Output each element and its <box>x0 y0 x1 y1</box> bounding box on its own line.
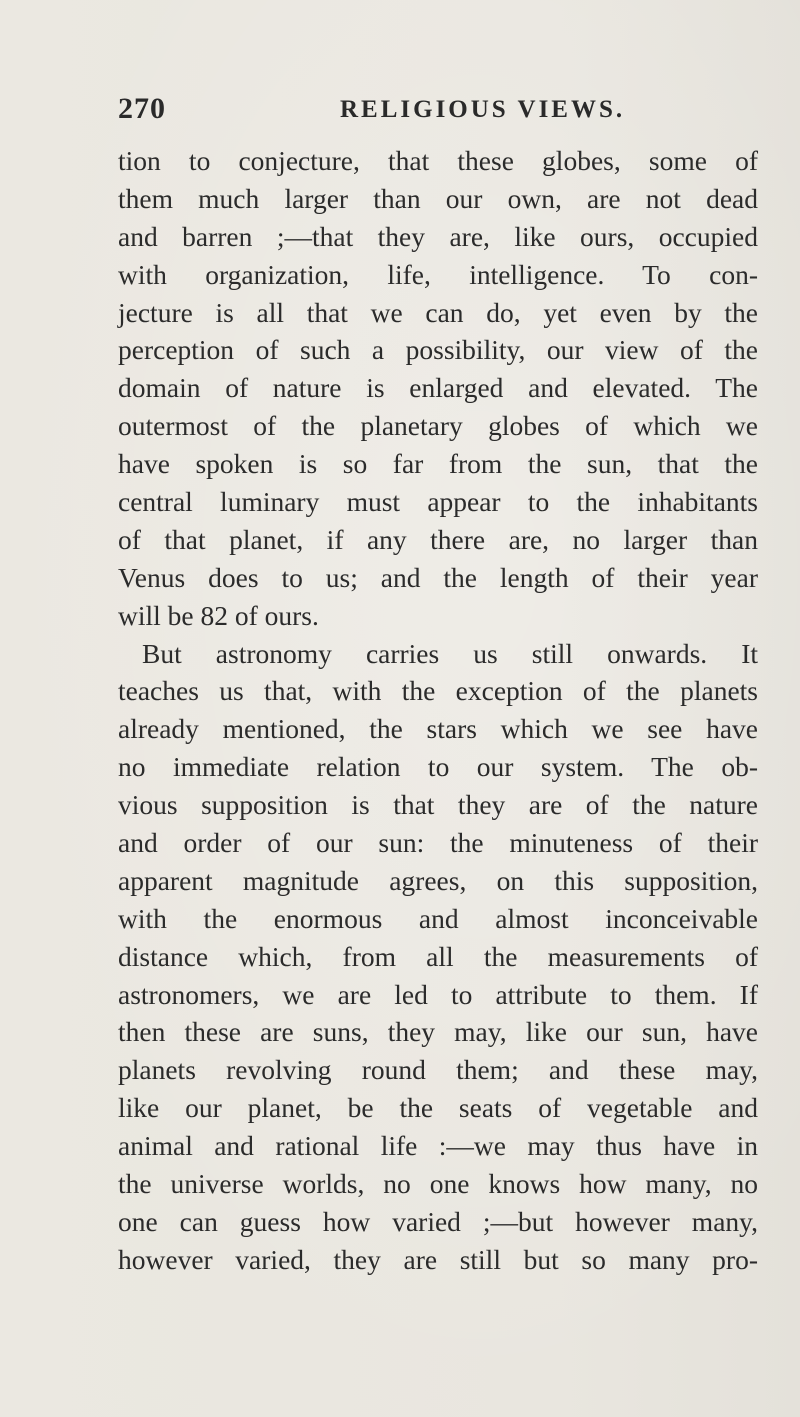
body-text <box>118 142 758 1279</box>
page-number: 270 <box>118 92 166 125</box>
text-line: vious supposition is that they are of the nature <box>118 789 758 821</box>
running-head: RELIGIOUS VIEWS. <box>340 96 626 123</box>
text-line: have spoken is so far from the sun, that the <box>118 448 758 480</box>
text-line: tion to conjecture, that these globes, some of <box>118 145 758 176</box>
text-line: however varied, they are still but so many pro- <box>118 1243 758 1275</box>
text-line: central luminary must appear to the inhabitants <box>118 486 758 518</box>
text-line: apparent magnitude agrees, on this supposition, <box>118 864 758 896</box>
text-line: one can guess how varied ;—but however many, <box>118 1205 758 1237</box>
text-line: of that planet, if any there are, no larger than <box>118 523 758 555</box>
text-line: outermost of the planetary globes of which we <box>118 410 758 442</box>
paragraph-start-line: But astronomy carries us still onwards. It <box>142 637 758 669</box>
text-line: perception of such a possibility, our view of the <box>118 334 758 366</box>
text-line: the universe worlds, no one knows how many, no <box>118 1168 758 1200</box>
text-line: and order of our sun: the minuteness of their <box>118 827 758 859</box>
text-line: with the enormous and almost inconceivable <box>118 902 758 934</box>
text-line: them much larger than our own, are not dead <box>118 182 758 214</box>
text-line: then these are suns, they may, like our sun, have <box>118 1016 758 1048</box>
text-line: teaches us that, with the exception of the planets <box>118 675 758 707</box>
text-line: already mentioned, the stars which we see have <box>118 713 758 745</box>
text-line: with organization, life, intelligence. To con- <box>118 258 758 290</box>
text-line: no immediate relation to our system. The ob- <box>118 751 758 783</box>
text-line: planets revolving round them; and these may, <box>118 1054 758 1086</box>
text-line: jecture is all that we can do, yet even by the <box>118 296 758 328</box>
text-line: domain of nature is enlarged and elevated. The <box>118 372 758 404</box>
text-line: and barren ;—that they are, like ours, occupied <box>118 220 758 252</box>
page-header <box>118 92 758 132</box>
paragraph-end-line: will be 82 of ours. <box>118 599 319 631</box>
text-line: astronomers, we are led to attribute to them. If <box>118 978 758 1010</box>
text-line: distance which, from all the measurements of <box>118 940 758 972</box>
text-line: Venus does to us; and the length of their year <box>118 561 758 593</box>
text-line: animal and rational life :—we may thus have in <box>118 1130 758 1162</box>
text-line: like our planet, be the seats of vegetable and <box>118 1092 758 1124</box>
